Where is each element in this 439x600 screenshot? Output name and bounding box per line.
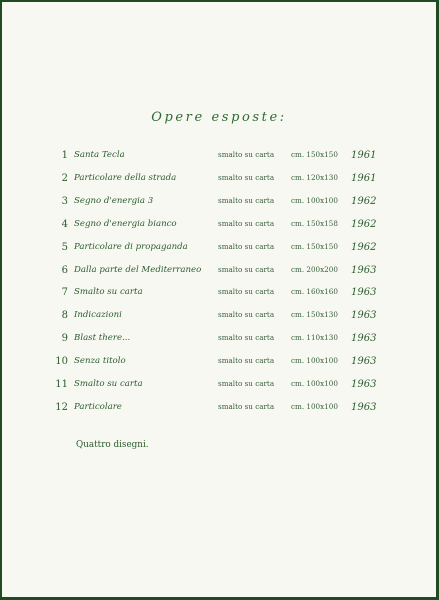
work-number: 1 [61, 150, 68, 161]
work-number: 10 [55, 356, 68, 368]
work-row [2, 219, 436, 235]
work-technique: smalto su carta [218, 241, 275, 251]
work-number: 3 [61, 195, 68, 207]
work-year: 1963 [351, 379, 377, 390]
work-row [2, 356, 436, 372]
work-technique: smalto su carta [218, 379, 275, 388]
work-technique: smalto su carta [218, 218, 275, 228]
work-year: 1962 [351, 195, 377, 207]
work-technique: smalto su carta [218, 150, 275, 159]
work-number: 8 [61, 310, 68, 322]
work-title: Segno d'energia 3 [74, 195, 154, 206]
work-dimensions: cm. 100x100 [291, 379, 338, 388]
work-dimensions: cm. 120x130 [291, 172, 338, 182]
work-year: 1962 [351, 218, 377, 230]
work-dimensions: cm. 100x100 [291, 195, 338, 205]
work-dimensions: cm. 150x150 [291, 241, 338, 251]
work-number: 5 [61, 241, 68, 253]
work-dimensions: cm. 110x130 [291, 333, 338, 343]
work-dimensions: cm. 100x100 [291, 356, 338, 366]
work-title: Indicazioni [74, 310, 122, 321]
work-number: 7 [61, 287, 68, 299]
work-dimensions: cm. 100x100 [291, 401, 338, 411]
work-technique: smalto su carta [218, 401, 275, 411]
work-year: 1961 [351, 150, 377, 161]
page-heading: Opere esposte: [151, 110, 287, 125]
work-row [2, 310, 436, 326]
work-row [2, 173, 436, 189]
work-number: 4 [61, 218, 68, 230]
work-year: 1963 [351, 356, 377, 368]
work-number: 12 [55, 401, 68, 413]
work-row [2, 402, 436, 418]
work-technique: smalto su carta [218, 172, 275, 182]
work-title: Particolare della strada [74, 172, 177, 183]
work-title: Santa Tecla [74, 150, 125, 160]
work-title: Smalto su carta [74, 287, 143, 298]
work-year: 1963 [351, 401, 377, 413]
work-row [2, 242, 436, 258]
work-title: Segno d'energia bianco [74, 218, 177, 229]
work-technique: smalto su carta [218, 195, 275, 205]
catalog-page [2, 2, 436, 597]
work-title: Blast there... [74, 333, 131, 344]
work-title: Particolare di propaganda [74, 241, 188, 252]
work-technique: smalto su carta [218, 333, 275, 343]
work-year: 1963 [351, 333, 377, 345]
work-row [2, 379, 436, 395]
work-dimensions: cm. 150x130 [291, 310, 338, 320]
work-row [2, 265, 436, 281]
work-year: 1961 [351, 172, 377, 184]
work-title: Particolare [74, 401, 122, 412]
work-dimensions: cm. 150x158 [291, 218, 338, 228]
work-dimensions: cm. 200x200 [291, 264, 338, 274]
work-row [2, 333, 436, 349]
work-technique: smalto su carta [218, 264, 275, 274]
work-year: 1963 [351, 310, 377, 322]
work-dimensions: cm. 160x160 [291, 287, 338, 297]
work-number: 6 [61, 264, 68, 276]
work-row [2, 150, 436, 166]
work-row [2, 196, 436, 212]
work-number: 9 [61, 333, 68, 345]
work-technique: smalto su carta [218, 287, 275, 297]
work-year: 1962 [351, 241, 377, 253]
work-title: Dalla parte del Mediterraneo [74, 264, 202, 275]
work-title: Senza titolo [74, 356, 126, 367]
work-technique: smalto su carta [218, 310, 275, 320]
work-row [2, 287, 436, 303]
work-number: 11 [55, 379, 68, 390]
work-year: 1963 [351, 264, 377, 276]
work-technique: smalto su carta [218, 356, 275, 366]
work-number: 2 [61, 172, 68, 184]
work-dimensions: cm. 150x150 [291, 150, 338, 159]
work-year: 1963 [351, 287, 377, 299]
work-title: Smalto su carta [74, 379, 143, 389]
drawings-note: Quattro disegni. [76, 440, 149, 450]
